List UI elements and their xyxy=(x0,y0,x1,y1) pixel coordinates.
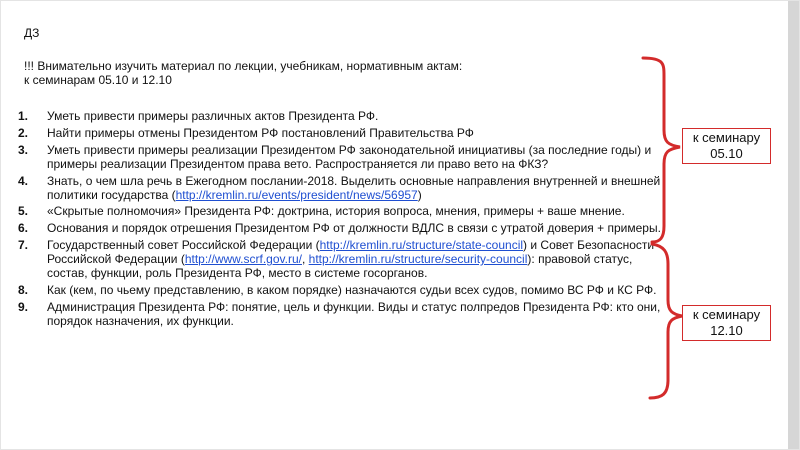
seminar-1-line-2: 05.10 xyxy=(710,146,743,161)
task-number: 4. xyxy=(18,173,29,188)
task-item-2 xyxy=(18,127,666,141)
task-number: 2. xyxy=(18,125,29,140)
task-number: 5. xyxy=(18,204,29,219)
task-item-3 xyxy=(18,144,666,172)
task-number: 1. xyxy=(18,109,29,123)
task-text: Знать, о чем шла речь в Ежегодном послании-2018. Выделить основные направления внутренней и внешней политики государства ( xyxy=(47,173,661,202)
task-text: Основания и порядок отрешения Президентом РФ от должности ВДЛС в связи с утратой доверия + примеры. xyxy=(47,221,661,236)
task-text: ): правовой статус, состав, функции, роль Президента РФ, место в системе госорганов. xyxy=(47,252,633,281)
task-number: 6. xyxy=(18,221,29,236)
task-link[interactable]: http://kremlin.ru/structure/security-council xyxy=(308,252,528,267)
seminar-2-line-1: к семинару xyxy=(692,307,761,322)
intro-note xyxy=(24,59,584,87)
task-text: Уметь привести примеры реализации Президентом РФ законодательной инициативы (за последние годы) и примеры реализации Президентом права вето. Распространяется ли право вето на ФКЗ? xyxy=(47,142,652,171)
task-list xyxy=(18,110,666,332)
task-link[interactable]: http://www.scrf.gov.ru/ xyxy=(184,252,302,267)
side-strip xyxy=(788,0,800,450)
seminar-label-2 xyxy=(682,305,771,341)
task-text: Администрация Президента РФ: понятие, цель и функции. Виды и статус полпредов Президента РФ: кто они, порядок назначения, их функции. xyxy=(47,299,661,328)
task-number: 7. xyxy=(18,238,29,253)
intro-line-2: к семинарам 05.10 и 12.10 xyxy=(24,73,172,87)
task-text: «Скрытые полномочия» Президента РФ: доктрина, история вопроса, мнения, примеры + ваше мнение. xyxy=(47,204,625,219)
task-link[interactable]: http://kremlin.ru/events/president/news/56957 xyxy=(175,187,418,202)
task-number: 8. xyxy=(18,282,29,297)
task-number: 9. xyxy=(18,299,29,314)
task-item-7 xyxy=(18,239,666,281)
task-text: ) xyxy=(417,187,422,202)
task-item-8 xyxy=(18,284,666,298)
task-text: Найти примеры отмены Президентом РФ постановлений Правительства РФ xyxy=(47,125,474,140)
task-number: 3. xyxy=(18,142,29,157)
task-text: Уметь привести примеры различных актов Президента РФ. xyxy=(47,109,379,123)
task-item-5 xyxy=(18,205,666,219)
task-link[interactable]: http://kremlin.ru/structure/state-council xyxy=(319,238,524,253)
task-item-4 xyxy=(18,175,666,203)
seminar-1-line-1: к семинару xyxy=(692,130,761,145)
intro-line-1: !!! Внимательно изучить материал по лекции, учебникам, нормативным актам: xyxy=(24,59,463,73)
slide-title: ДЗ xyxy=(24,26,40,40)
task-item-9 xyxy=(18,301,666,329)
task-text: Как (кем, по чьему представлению, в каком порядке) назначаются судьи всех судов, помимо ВС РФ и КС РФ. xyxy=(47,282,657,297)
task-item-1 xyxy=(18,110,666,124)
seminar-2-line-2: 12.10 xyxy=(710,323,743,338)
task-text: , xyxy=(301,252,309,267)
task-text: Государственный совет Российской Федерации ( xyxy=(47,238,320,253)
task-text: ) и Совет Безопасности Российской Федерации ( xyxy=(47,238,655,267)
seminar-label-1 xyxy=(682,128,771,164)
task-item-6 xyxy=(18,222,666,236)
